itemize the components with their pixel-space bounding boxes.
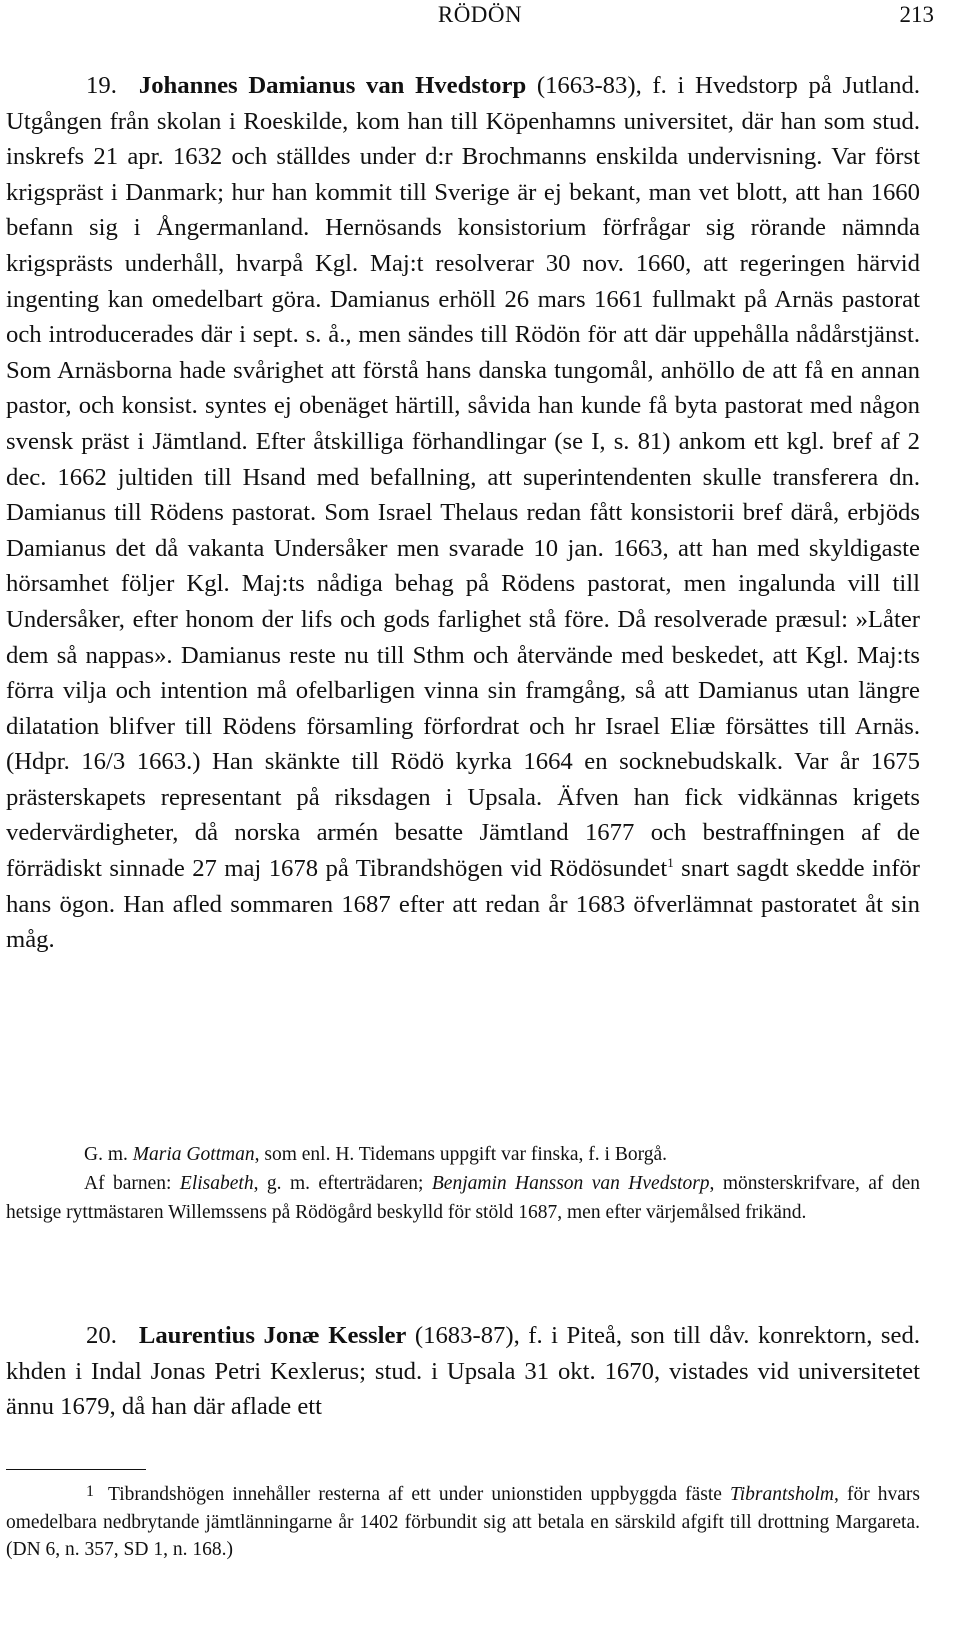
entry-text-continued: snart sagdt skedde inför hans ögon. Han afled sommaren 1687 efter att redan år 1683 öfverlämnat pastoratet åt sin måg.: [6, 855, 920, 954]
entry-20: [6, 1318, 920, 1425]
entry-19-notes: [6, 1140, 920, 1228]
children-note: Af barnen: Elisabeth, g. m. efterträdaren; Benjamin Hansson van Hvedstorp, mönsterskrifvare, af den hetsige ryttmästaren Willemssens på Rödögård beskylld för stöld 1687, men efter värjemålsed frikänd.: [6, 1173, 921, 1224]
entry-text: (1663-83), f. i Hvedstorp på Jutland. Utgången från skolan i Roeskilde, kom han till Köpenhamns universitet, där han som stud. inskrefs 21 apr. 1632 och ställdes under d:r Brochmanns enskilda undervisning. Var först krigspräst i Danmark; hur han kommit till Sverige är ej bekant, man vet blott, att han 1660 befann sig i Ångermanland. Hernösands konsistorium förfrågar sig rörande nämnda krigsprästs underhåll, hvarpå Kgl. Maj:t resolverar 30 nov. 1660, att regeringen härvid ingenting kan omedelbart göra. Damianus erhöll 26 mars 1661 fullmakt på Arnäs pastorat och introducerades där i sept. s. å., men sändes till Rödön för att där uppehålla nådårstjänst. Som Arnäsborna hade svårighet att förstå hans danska tungomål, anhöllo de att få en annan pastor, och konsist. syntes ej obenäget härtill, såvida han kunde få byta pastorat med någon svensk präst i Jämtland. Efter åtskilliga förhandlingar (se I, s. 81) ankom ett kgl. bref af 2 dec. 1662 jultiden till Hsand med befallning, att superintendenten skulle transferera dn. Damianus till Rödens pastorat. Som Israel Thelaus redan fått konsistorii bref därå, erbjöds Damianus det då vakanta Undersåker men svarade 10 jan. 1663, att han med skyldigaste hörsamhet följer Kgl. Maj:ts nådiga behag på Rödens pastorat, men ingalunda vill till Undersåker, efter honom der lifs och gods farlighet stå före. Då resolverade præsul: »Låter dem så nappas». Damianus reste nu till Sthm och återvände med beskedet, att Kgl. Maj:ts förra vilja och intention må ofelbarligen vinna sin framgång, så att Damianus utan längre dilatation blifver till Rödens församling förfordrat och hr Israel Eliæ försättes till Arnäs. (Hdpr. 16/3 1663.) Han skänkte till Rödö kyrka 1664 en socknebudskalk. Var år 1675 prästerskapets representant på riksdagen i Upsala. Äfven han fick vidkännas krigets vedervärdigheter, då norska armén besatte Jämtland 1677 och bestraffningen af de förrädiskt sinnade 27 maj 1678 på Tibrandshögen vid Rödösundet: [6, 72, 920, 883]
entry-19: [6, 68, 920, 958]
footnote-italic-term: Tibrantsholm: [729, 1484, 835, 1505]
entry-number: 19.: [86, 72, 117, 99]
entry-number: 20.: [86, 1322, 117, 1349]
page-header: [0, 2, 960, 32]
footnote: 1 Tibrandshögen innehåller resterna af ett under unionstiden uppbyggda fäste Tibrantsholm, för hvars omedelbara nedbrytande jämtlänningarne år 1402 förbundit sig att betala en särskild afgift till drottning Margareta. (DN 6, n. 357, SD 1, n. 168.): [6, 1478, 920, 1564]
entry-name: Laurentius Jonæ Kessler: [138, 1322, 407, 1349]
footnote-divider: [6, 1469, 146, 1470]
wife-name: Maria Gottman: [132, 1144, 255, 1165]
wife-note: G. m. Maria Gottman, som enl. H. Tidemans uppgift var finska, f. i Borgå.: [84, 1144, 667, 1165]
footnote-reference[interactable]: 1: [667, 854, 674, 870]
entry-name: Johannes Damianus van Hvedstorp: [138, 72, 527, 99]
child-name: Elisabeth: [179, 1173, 254, 1195]
footnote-mark: 1: [86, 1483, 94, 1500]
child-name: Benjamin Hansson van Hvedstorp: [431, 1173, 710, 1195]
page-number: 213: [899, 2, 934, 27]
entry-text: (1683-87), f. i Piteå, son till dåv. konrektorn, sed. khden i Indal Jonas Petri Kexlerus; stud. i Upsala 31 okt. 1670, vistades vid universitetet ännu 1679, då han där aflade ett: [6, 1322, 921, 1421]
running-title: RÖDÖN: [437, 2, 523, 27]
